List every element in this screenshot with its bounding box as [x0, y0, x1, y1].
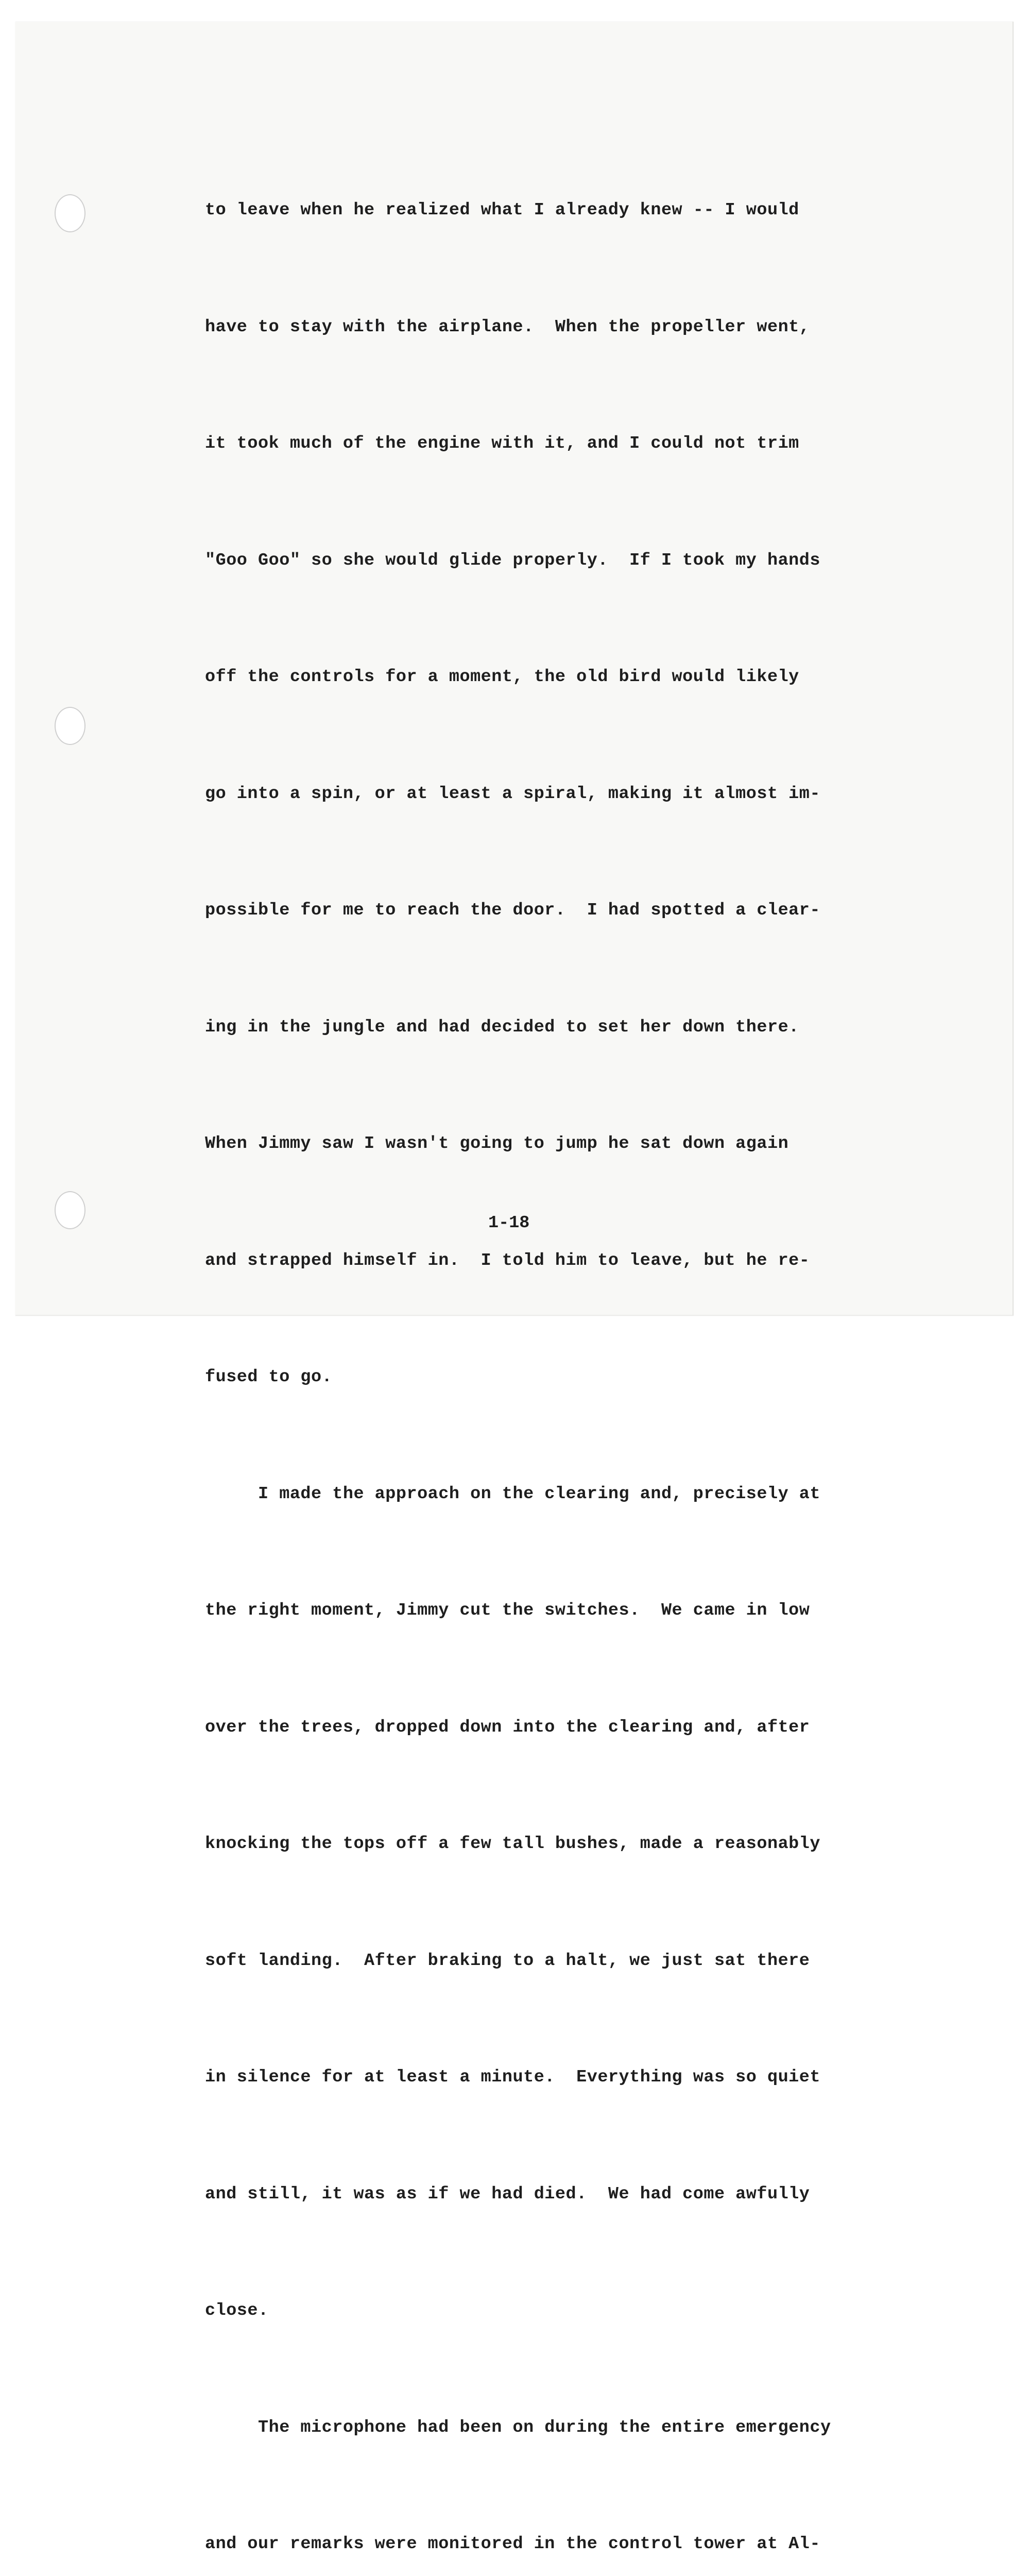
text-line: the right moment, Jimmy cut the switches. We came in low	[205, 1601, 810, 1620]
text-line: "Goo Goo" so she would glide properly. If I took my hands	[205, 550, 820, 570]
text-line: The microphone had been on during the entire emergency	[205, 2417, 831, 2437]
text-line: over the trees, dropped down into the clearing and, after	[205, 1717, 810, 1737]
text-line: have to stay with the airplane. When the propeller went,	[205, 317, 810, 337]
text-line: knocking the tops off a few tall bushes, made a reasonably	[205, 1834, 820, 1854]
text-line: close.	[205, 2301, 269, 2320]
text-line: I made the approach on the clearing and, precisely at	[205, 1484, 820, 1504]
text-line: and strapped himself in. I told him to leave, but he re-	[205, 1250, 810, 1270]
body-text	[205, 113, 911, 2576]
text-line: go into a spin, or at least a spiral, making it almost im-	[205, 784, 820, 804]
text-line: fused to go.	[205, 1367, 333, 1387]
text-line: When Jimmy saw I wasn't going to jump he sat down again	[205, 1134, 789, 1154]
page-number: 1-18	[488, 1213, 530, 1233]
punch-hole	[55, 194, 85, 232]
text-line: ing in the jungle and had decided to set her down there.	[205, 1017, 799, 1037]
text-line: it took much of the engine with it, and I could not trim	[205, 434, 799, 453]
text-line: soft landing. After braking to a halt, we just sat there	[205, 1951, 810, 1971]
text-line: and our remarks were monitored in the control tower at Al-	[205, 2534, 820, 2554]
text-line: possible for me to reach the door. I had spotted a clear-	[205, 901, 820, 920]
text-line: to leave when he realized what I already knew -- I would	[205, 200, 799, 220]
text-line: off the controls for a moment, the old bird would likely	[205, 667, 799, 687]
text-line: in silence for at least a minute. Everything was so quiet	[205, 2067, 820, 2087]
punch-hole	[55, 1191, 85, 1229]
text-line: and still, it was as if we had died. We had come awfully	[205, 2184, 810, 2204]
punch-hole	[55, 707, 85, 745]
